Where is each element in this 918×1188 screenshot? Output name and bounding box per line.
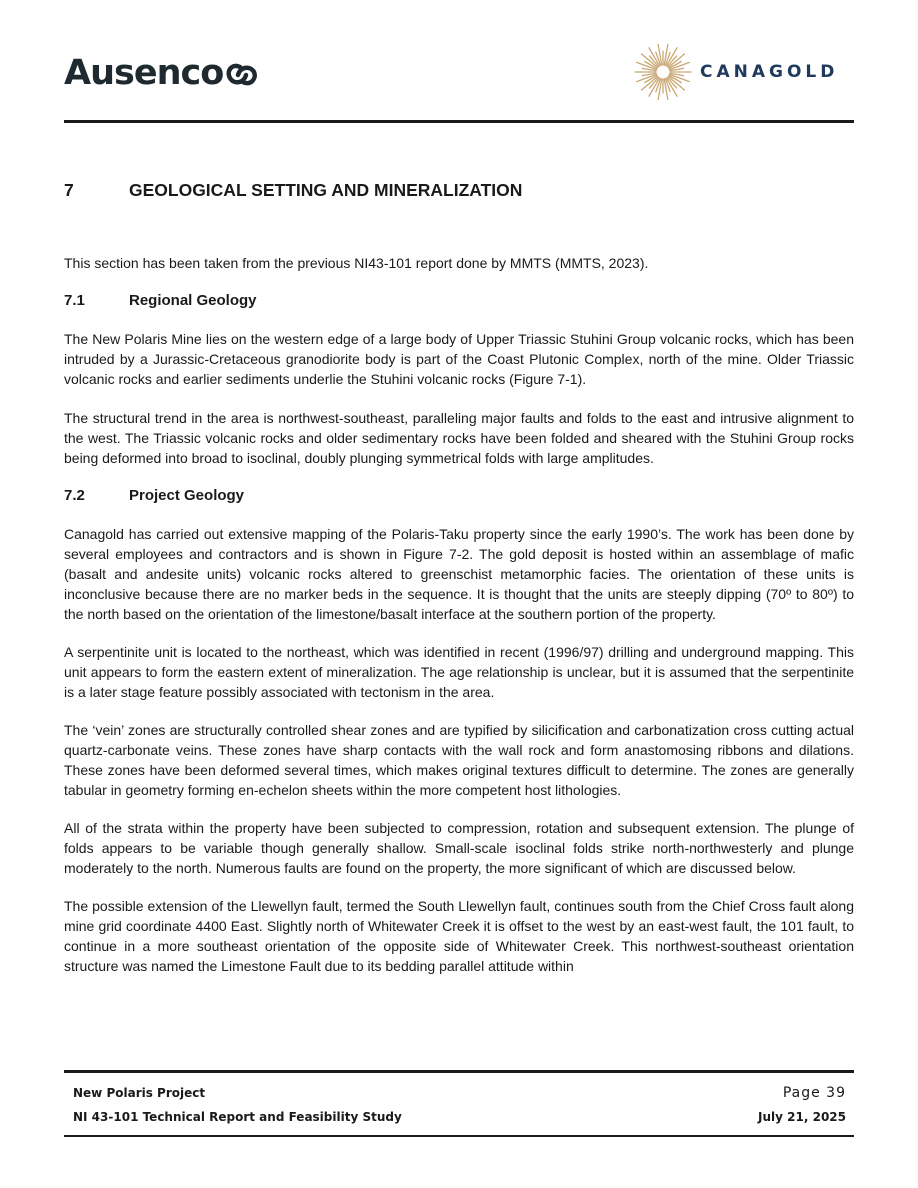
subsection-heading xyxy=(64,292,854,309)
header-rule xyxy=(64,120,854,123)
section-intro: This section has been taken from the previous NI43-101 report done by MMTS (MMTS, 2023). xyxy=(64,255,649,271)
paragraph: The New Polaris Mine lies on the western edge of a large body of Upper Triassic Stuhini Group volcanic rocks, which has been intruded by a Jurassic-Cretaceous granodiorite body is part of the Coast Plutonic Complex, north of the mine. Older Triassic volcanic rocks and earlier sediments underlie the Stuhini volcanic rocks (Figure 7-1). xyxy=(64,331,854,387)
section-number: 7 xyxy=(64,180,74,200)
ausenco-logo xyxy=(64,53,258,93)
sunburst-icon xyxy=(634,40,692,104)
paragraph: The structural trend in the area is northwest-southeast, paralleling major faults and folds to the east and intrusive alignment to the west. The Triassic volcanic rocks and older sedimentary rocks have been folded and sheared with the Stuhini Group rocks being deformed into broad to isoclinal, doubly plunging symmetrical folds with large amplitudes. xyxy=(64,410,854,466)
subsection-title: Regional Geology xyxy=(129,292,257,309)
paragraph: Canagold has carried out extensive mapping of the Polaris-Taku property since the early 1990’s. The work has been done by several employees and contractors and is shown in Figure 7-2. The gold deposit is hosted within an assemblage of mafic (basalt and andesite units) volcanic rocks altered to greenschist metamorphic facies. The orientation of these units is inconclusive because there are no marker beds in the sequence. It is thought that the units are steeply dipping (70º to 80º) to the north based on the orientation of the limestone/basalt interface at the southern portion of the property. xyxy=(64,526,854,622)
subsection-number: 7.2 xyxy=(64,487,85,504)
section-title: GEOLOGICAL SETTING AND MINERALIZATION xyxy=(129,180,523,200)
footer-rule-top xyxy=(64,1070,854,1073)
section-heading xyxy=(64,180,854,201)
subsection-number: 7.1 xyxy=(64,292,85,309)
paragraph: A serpentinite unit is located to the northeast, which was identified in recent (1996/97) drilling and underground mapping. This unit appears to form the eastern extent of mineralization. The age relationship is unclear, but it is assumed that the serpentinite is a later stage feature possibly associated with tectonism in the area. xyxy=(64,644,854,700)
subsection-title: Project Geology xyxy=(129,487,245,504)
footer-report-title: NI 43-101 Technical Report and Feasibility Study xyxy=(73,1110,402,1124)
ausenco-logo-text: Ausenco xyxy=(64,53,224,93)
footer-rule-bottom xyxy=(64,1135,854,1137)
canagold-logo xyxy=(634,40,838,104)
paragraph: The possible extension of the Llewellyn fault, termed the South Llewellyn fault, continues south from the Chief Cross fault along mine grid coordinate 4400 East. Slightly north of Whitewater Creek it is offset to the west by an east-west fault, the 101 fault, to continue in a more southeast orientation of the opposite side of Whitewater Creek. This northwest-southeast orientation structure was named the Limestone Fault due to its bedding parallel attitude within xyxy=(64,898,854,974)
canagold-logo-text: CANAGOLD xyxy=(700,62,839,82)
paragraph: All of the strata within the property have been subjected to compression, rotation and subsequent extension. The plunge of folds appears to be variable though generally shallow. Small-scale isoclinal folds strike north-northwesterly and plunge moderately to the north. Numerous faults are found on the property, the more significant of which are discussed below. xyxy=(64,820,854,876)
footer-page-number: Page 39 xyxy=(782,1085,846,1101)
footer-project: New Polaris Project xyxy=(73,1086,206,1100)
subsection-heading xyxy=(64,487,854,504)
paragraph: The ‘vein’ zones are structurally controlled shear zones and are typified by silicification and carbonatization cross cutting actual quartz-carbonate veins. These zones have sharp contacts with the wall rock and form anastomosing ribbons and dilations. These zones have been deformed several times, which makes original textures difficult to determine. The zones are generally tabular in geometry forming en-echelon sheets within the more competent host lithologies. xyxy=(64,722,854,798)
footer-date: July 21, 2025 xyxy=(758,1110,846,1124)
ausenco-swirl-icon xyxy=(224,59,258,89)
document-body xyxy=(64,176,854,976)
